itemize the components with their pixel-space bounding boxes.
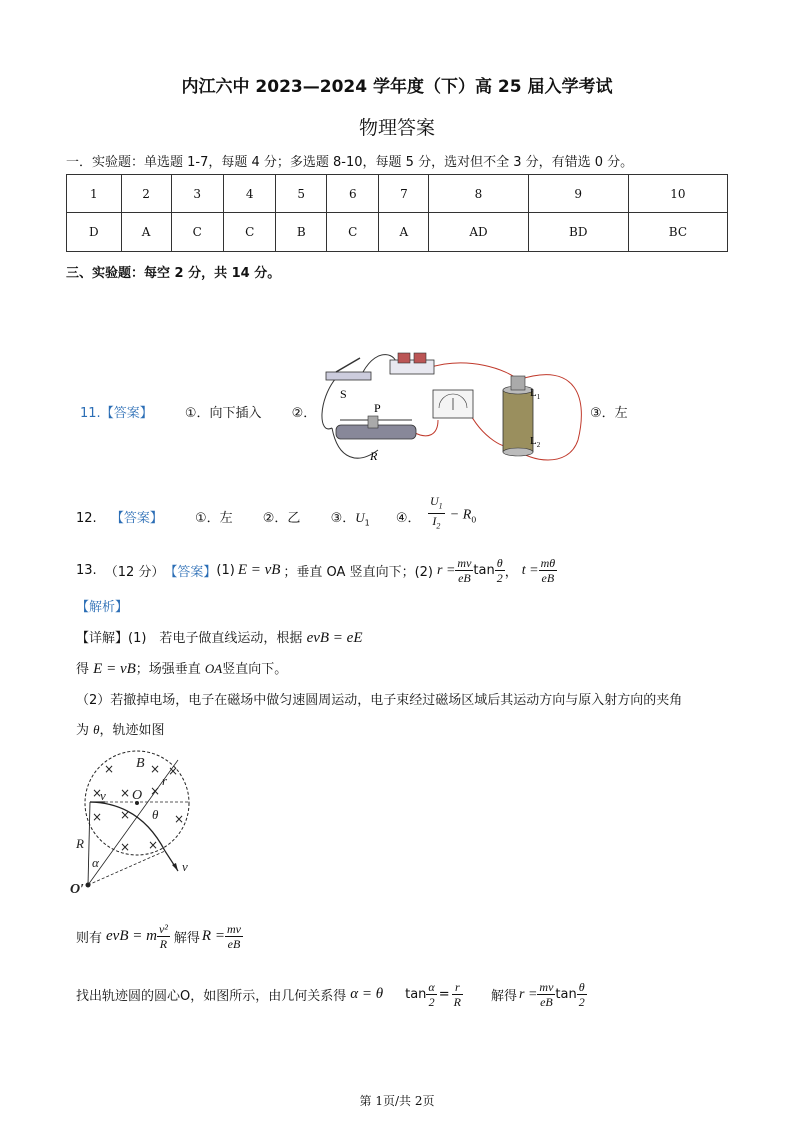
field-cross: × — [150, 762, 161, 776]
q12-answer-4-prefix: ④． — [395, 511, 421, 526]
q12-answer-3-sub: 1 — [364, 518, 370, 528]
label-r-big: R — [76, 836, 84, 851]
analysis-tag: 【解析】 — [76, 600, 129, 615]
label-alpha: α — [92, 855, 99, 870]
table-row — [67, 175, 728, 213]
circuit-diagram — [318, 340, 588, 475]
table-cell: 6 — [327, 175, 379, 213]
coil-l2 — [503, 390, 533, 452]
label-v-exit: v — [182, 859, 188, 874]
switch-base — [326, 372, 371, 380]
label-o: O — [132, 788, 143, 803]
q13-answer-tag: 【答案】 — [164, 565, 217, 580]
q13-score: （12 分） — [104, 565, 165, 580]
center-point — [86, 883, 91, 888]
field-cross: × — [104, 762, 115, 776]
field-cross: × — [120, 840, 131, 854]
table-cell: BD — [528, 213, 628, 252]
table-cell: A — [379, 213, 429, 252]
equation-line-2: 找出轨迹圆的圆心O，如图所示，由几何关系得 α = θ tan $\frac{\alpha}{2}$ = $\frac{r}{R}$ 解得 r = $\frac{mv}{eB}$ tan $\frac{\theta}{2}$ — [76, 980, 585, 1009]
rheostat-slider — [368, 416, 378, 428]
q11-line — [80, 402, 316, 421]
trajectory-diagram — [70, 745, 200, 897]
q11-answer-3: ③．左 — [590, 406, 628, 421]
q12-answer-4: $\frac{U_1}{I_2}$ − $R_0$ — [428, 494, 476, 534]
eq-e-vb: E = vB — [237, 562, 281, 578]
radius-line-2 — [88, 851, 165, 885]
battery-cell — [398, 353, 410, 363]
q12-answer-3-prefix: ③． — [330, 511, 356, 526]
equation-line-1: 则有 evB = m $\frac{\text{v²}}{R}$ 解得 R = $\frac{mv}{eB}$ — [76, 922, 241, 951]
page-footer: 第 1页/共 2页 — [359, 1094, 435, 1108]
field-cross: × — [150, 784, 161, 798]
detail-line-3: （2）若撤掉电场，电子在磁场中做匀速圆周运动，电子束经过磁场区域后其运动方向与原入射方向的夹角 — [76, 693, 683, 708]
table-cell: AD — [429, 213, 528, 252]
label-oprime: O′ — [70, 882, 85, 897]
field-cross: × — [120, 808, 131, 822]
coil-l1 — [511, 376, 525, 390]
table-cell: C — [171, 213, 223, 252]
q11-number: 11. — [80, 406, 101, 421]
wire — [322, 378, 336, 429]
q12-number: 12. — [76, 511, 97, 526]
field-cross: × — [148, 838, 159, 852]
field-cross: × — [120, 786, 131, 800]
table-row — [67, 213, 728, 252]
label-theta: θ — [152, 807, 159, 822]
battery-cell — [414, 353, 426, 363]
label-v-entry: v — [100, 788, 106, 803]
page-title: 内江六中 2023—2024 学年度（下）高 25 届入学考试 — [181, 77, 613, 97]
coil-bottom — [503, 448, 533, 456]
radius-line — [88, 802, 90, 885]
label-p: P — [374, 401, 381, 415]
label-b: B — [136, 756, 145, 771]
q11-answer-2: ②． — [291, 406, 317, 421]
q11-answer-tag: 【答案】 — [100, 406, 153, 421]
section1-heading: 一．实验题：单选题 1-7，每题 4 分；多选题 8-10，每题 5 分，选对但不全 3 分，有错选 0 分。 — [66, 155, 634, 170]
q12-line — [76, 507, 421, 528]
table-cell: 4 — [223, 175, 275, 213]
switch-lever — [336, 358, 360, 372]
field-cross: × — [92, 810, 103, 824]
field-cross: × — [168, 764, 179, 778]
q12-answer-1: ①．左 — [194, 511, 233, 526]
table-cell: 3 — [171, 175, 223, 213]
q13-answer-line: 13. （12 分） 【答案】 (1) E = vB ；垂直 OA 竖直向下；(2) r = $\frac{mv}{eB}$ tan $\frac{\theta}{2}$ ， t = $\frac{m\theta}{eB}$ — [76, 556, 556, 585]
fraction: $\frac{U_1}{I_2}$ — [430, 494, 443, 531]
section3-heading: 三、实验题：每空 2 分，共 14 分。 — [66, 266, 281, 281]
field-cross: × — [92, 786, 103, 800]
detail-line-1: 【详解】(1) 若电子做直线运动，根据 evB = eE — [76, 630, 363, 646]
table-cell: A — [121, 213, 171, 252]
table-cell: 2 — [121, 175, 171, 213]
table-cell: 1 — [67, 175, 122, 213]
wire — [468, 410, 508, 446]
table-cell: BC — [628, 213, 727, 252]
label-r-small: r — [162, 773, 168, 788]
page-subtitle: 物理答案 — [358, 117, 435, 139]
table-cell: C — [327, 213, 379, 252]
table-cell: 7 — [379, 175, 429, 213]
q12-answer-3: U — [355, 510, 365, 525]
table-cell: D — [67, 213, 122, 252]
label-s: S — [340, 387, 347, 401]
q11-answer-1: ①．向下插入 — [184, 406, 262, 421]
wire — [428, 363, 518, 380]
wire — [413, 420, 438, 436]
table-cell: 8 — [429, 175, 528, 213]
detail-line-2: 得 E = vB；场强垂直 OA竖直向下。 — [76, 661, 288, 677]
answer-table — [66, 174, 728, 252]
detail-line-4: 为 θ，轨迹如图 — [76, 722, 165, 738]
label-r: R — [370, 449, 378, 463]
table-cell: 9 — [528, 175, 628, 213]
table-cell: 10 — [628, 175, 727, 213]
table-cell: C — [223, 213, 275, 252]
q12-answer-2: ②．乙 — [262, 511, 301, 526]
battery-box — [390, 360, 434, 374]
table-cell: B — [276, 213, 327, 252]
field-cross: × — [174, 812, 185, 826]
q13-number: 13. — [76, 563, 97, 578]
label-l1: $L_1$ — [530, 387, 541, 401]
table-cell: 5 — [276, 175, 327, 213]
q12-answer-tag: 【答案】 — [110, 511, 163, 526]
label-l2: $L_2$ — [530, 435, 541, 449]
